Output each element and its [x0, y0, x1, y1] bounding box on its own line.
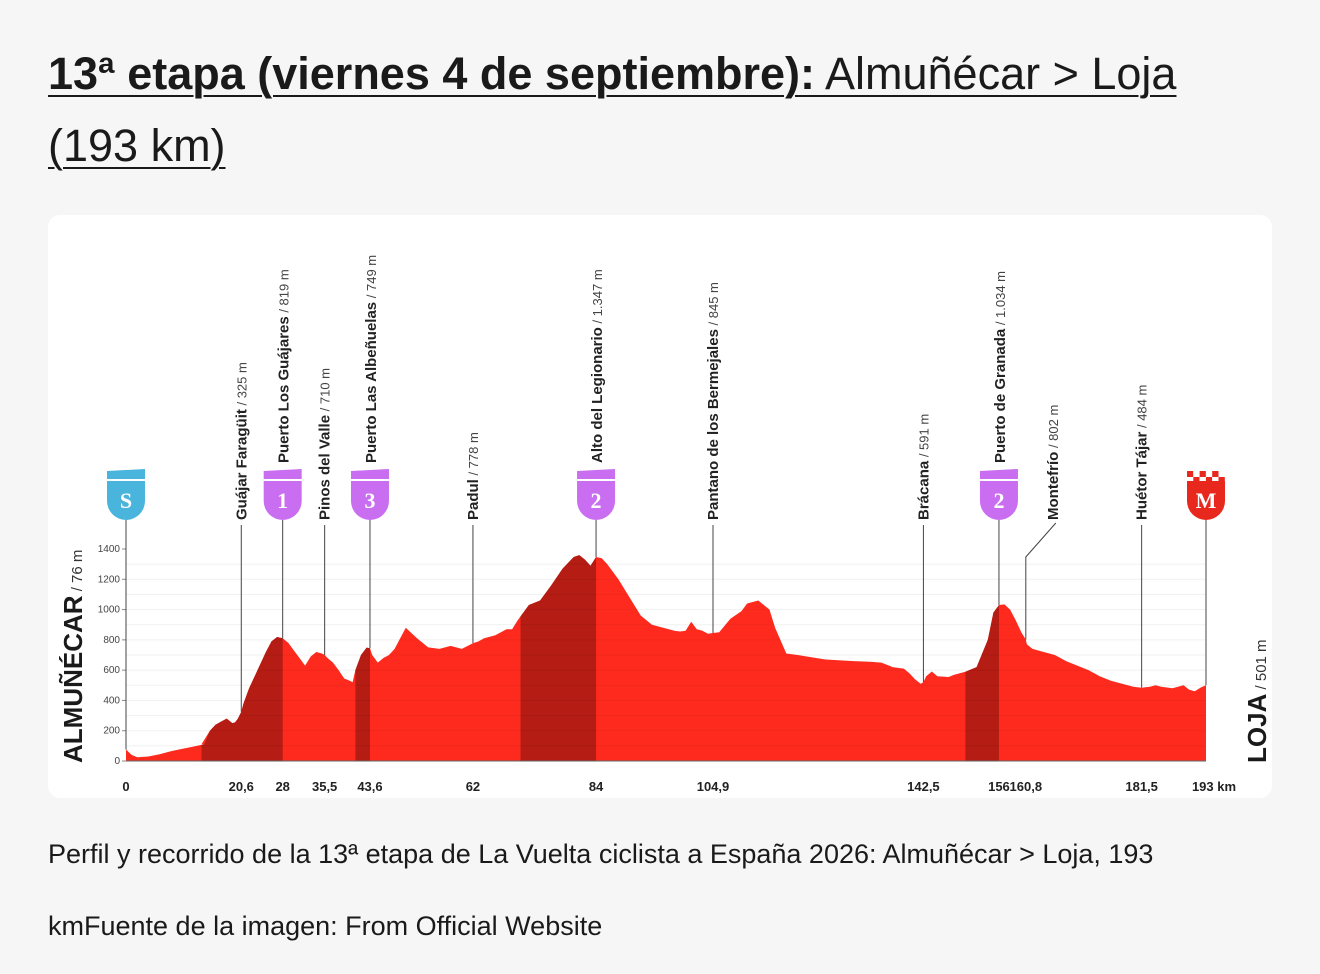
waypoint-altitude: / 778 m [465, 432, 481, 480]
start-town-altitude: / 76 m [69, 549, 86, 596]
y-axis-ticks [98, 544, 126, 767]
y-tick-label: 1200 [97, 574, 120, 586]
start-town-label [58, 550, 88, 763]
checker-cell [1206, 471, 1212, 477]
profile-area [126, 555, 1206, 761]
climb-segment [521, 555, 597, 761]
badge-label: M [1195, 488, 1217, 513]
stage-heading-route: Almuñécar > Loja (193 km) [48, 48, 1177, 171]
waypoint-label [317, 368, 334, 520]
y-tick-label: 400 [103, 695, 120, 707]
waypoint-label [1134, 385, 1151, 520]
x-tick-label: 62 [465, 779, 481, 794]
checker-cell [1193, 471, 1199, 477]
finish-badge [1187, 471, 1225, 520]
climb-category-badge [351, 469, 389, 520]
x-tick-label: 28 [275, 779, 290, 794]
profile-card [48, 215, 1272, 798]
badge-flag [351, 469, 389, 479]
y-tick-label: 1000 [97, 604, 120, 616]
waypoint-name: Montefrío [1044, 451, 1062, 520]
waypoint-altitude: / 325 m [234, 362, 250, 410]
x-tick-label: 0 [122, 779, 130, 794]
waypoint-name: Puerto Los Guájares [275, 316, 293, 463]
waypoint-label [465, 432, 482, 520]
waypoint-name: Huétor Tájar [1133, 431, 1151, 520]
badge-flag [980, 469, 1018, 479]
waypoint-altitude: / 710 m [317, 367, 333, 415]
waypoint-altitude: / 819 m [276, 269, 292, 317]
waypoint-label [705, 282, 722, 520]
checker-cell [1187, 471, 1193, 477]
badge-label: 1 [277, 488, 289, 513]
y-tick-label: 0 [114, 756, 120, 767]
x-tick-label: 156 [988, 779, 1010, 794]
waypoint-label [233, 362, 250, 520]
x-axis-ticks [122, 761, 1236, 794]
climb-segment [965, 605, 999, 761]
waypoint-name: Puerto de Granada [991, 328, 1009, 463]
finish-town-name: LOJA [1242, 693, 1272, 763]
waypoint-altitude: / 484 m [1134, 384, 1150, 432]
x-tick-label: 193 km [1191, 779, 1237, 794]
elevation-area [126, 555, 1206, 761]
waypoint-label [915, 414, 932, 520]
start-badge [107, 469, 145, 520]
waypoint-altitude: / 845 m [706, 282, 722, 330]
y-tick-label: 1400 [97, 544, 120, 555]
y-tick-label: 200 [103, 725, 120, 737]
climb-segment [202, 637, 283, 761]
waypoint-name: Alto del Legionario [589, 327, 607, 463]
waypoint-altitude: / 749 m [363, 254, 379, 302]
badge-flag [264, 469, 302, 479]
waypoint-name: Padul [464, 479, 482, 520]
badge-label: 2 [590, 488, 602, 513]
badge-label: S [119, 488, 133, 513]
climb-category-badge [577, 469, 615, 520]
y-tick-label: 800 [103, 634, 120, 646]
climb-category-badge [980, 469, 1018, 520]
waypoint-altitude: / 1.347 m [590, 269, 606, 328]
x-tick-label: 20,6 [228, 779, 254, 794]
checker-cell [1219, 471, 1225, 477]
waypoint-label [992, 271, 1009, 463]
waypoint-name: Guájar Faragüit [233, 409, 251, 520]
waypoint-label [363, 255, 380, 463]
waypoint-label [589, 269, 606, 463]
start-town-name: ALMUÑÉCAR [58, 595, 88, 763]
x-tick-label: 160,8 [1009, 779, 1043, 794]
climb-category-badge [264, 469, 302, 520]
waypoint-labels [233, 255, 1150, 520]
waypoint-line [1026, 523, 1056, 640]
waypoint-name: Pinos del Valle [316, 414, 334, 520]
badge-flag [577, 469, 615, 479]
waypoint-label [276, 269, 293, 463]
finish-town-altitude: / 501 m [1253, 639, 1270, 694]
checker-cell [1200, 471, 1206, 477]
y-tick-label: 600 [103, 665, 120, 677]
x-tick-label: 181,5 [1125, 779, 1158, 794]
badge-flag [107, 469, 145, 479]
x-tick-label: 35,5 [311, 779, 338, 794]
x-tick-label: 142,5 [907, 779, 940, 794]
waypoint-altitude: / 591 m [916, 413, 932, 461]
x-tick-label: 43,6 [357, 779, 383, 794]
stage-profile-chart [48, 215, 1272, 798]
climb-segment [355, 648, 370, 761]
x-tick-label: 104,9 [696, 779, 730, 794]
waypoint-name: Brácana [915, 460, 933, 520]
image-caption: Perfil y recorrido de la 13ª etapa de La Vuelta ciclista a España 2026: Almuñécar > Loja, 193 kmFuente de la imagen: From Official Website [48, 839, 1154, 941]
stage-heading[interactable] [48, 38, 1278, 182]
waypoint-label [1045, 405, 1062, 520]
badge-label: 2 [993, 488, 1005, 513]
waypoint-name: Pantano de los Bermejales [705, 329, 723, 520]
waypoint-altitude: / 1.034 m [992, 270, 1008, 329]
x-tick-label: 84 [588, 779, 604, 794]
stage-heading-bold: 13ª etapa (viernes 4 de septiembre): [48, 48, 815, 99]
badge-label: 3 [364, 488, 376, 513]
finish-town-label [1242, 639, 1272, 763]
checker-cell [1212, 471, 1218, 477]
waypoint-name: Puerto Las Albeñuelas [362, 301, 380, 463]
waypoint-altitude: / 802 m [1045, 404, 1061, 452]
